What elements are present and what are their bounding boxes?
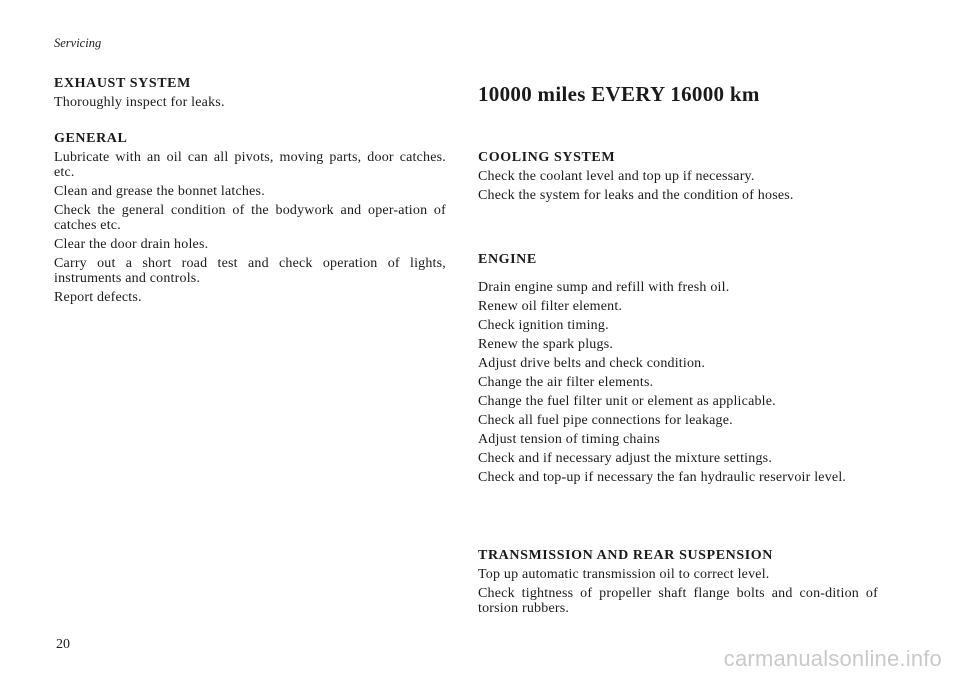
service-interval-title: 10000 miles EVERY 16000 km: [478, 82, 760, 106]
instruction-item: Check ignition timing.: [478, 318, 609, 333]
page-number: 20: [56, 637, 70, 652]
instruction-item: Change the fuel filter unit or element as applicable.: [478, 394, 776, 409]
section-heading: ENGINE: [478, 252, 537, 267]
instruction-item: Check and top-up if necessary the fan hydraulic reservoir level.: [478, 470, 847, 485]
instruction-item: Renew oil filter element.: [478, 299, 623, 314]
cooling-system-section: [478, 150, 878, 203]
instruction-item: Clean and grease the bonnet latches.: [54, 184, 265, 199]
transmission-section: [478, 548, 878, 616]
instruction-item: Carry out a short road test and check operation of lights, instruments and controls.: [54, 256, 446, 286]
instruction-item: Renew the spark plugs.: [478, 337, 614, 352]
instruction-item: Adjust tension of timing chains: [478, 432, 660, 447]
instruction-item: Check the general condition of the bodywork and oper-ation of catches etc.: [54, 203, 446, 233]
section-heading: COOLING SYSTEM: [478, 150, 616, 165]
general-section: [54, 131, 446, 305]
running-head: Servicing: [54, 36, 102, 50]
instruction-item: Check the system for leaks and the condition of hoses.: [478, 188, 794, 203]
section-heading: TRANSMISSION AND REAR SUSPENSION: [478, 548, 773, 563]
instruction-item: Report defects.: [54, 290, 142, 305]
instruction-item: Clear the door drain holes.: [54, 237, 209, 252]
instruction-item: Check tightness of propeller shaft flange bolts and con-dition of torsion rubbers.: [478, 586, 878, 616]
engine-section: [478, 252, 878, 485]
section-heading: GENERAL: [54, 131, 128, 146]
instruction-item: Check all fuel pipe connections for leakage.: [478, 413, 733, 428]
watermark: carmanualsonline.info: [723, 646, 942, 671]
instruction-item: Check and if necessary adjust the mixture settings.: [478, 451, 773, 466]
instruction-item: Change the air filter elements.: [478, 375, 654, 390]
instruction-item: Adjust drive belts and check condition.: [478, 356, 706, 371]
exhaust-system-section: [54, 76, 446, 110]
instruction-item: Top up automatic transmission oil to correct level.: [478, 567, 770, 582]
section-heading: EXHAUST SYSTEM: [54, 76, 191, 91]
instruction-item: Drain engine sump and refill with fresh oil.: [478, 280, 730, 295]
instruction-item: Check the coolant level and top up if necessary.: [478, 169, 755, 184]
instruction-item: Lubricate with an oil can all pivots, moving parts, door catches. etc.: [54, 150, 446, 180]
instruction-item: Thoroughly inspect for leaks.: [54, 95, 225, 110]
